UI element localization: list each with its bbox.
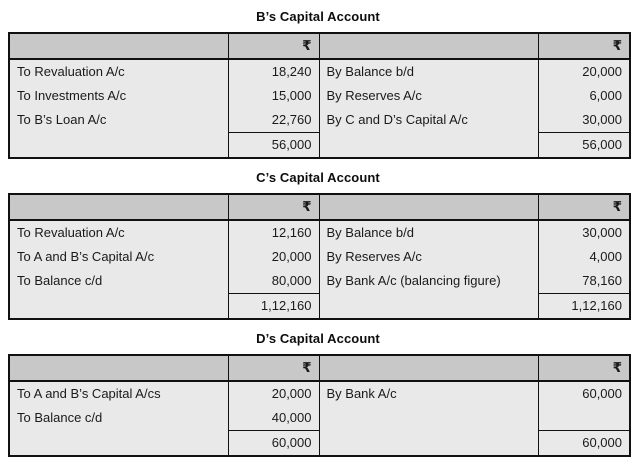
debit-particulars-cell: To A and B’s Capital A/c — [9, 245, 228, 269]
debit-rupee-header: ₹ — [228, 194, 319, 220]
credit-particulars-cell: By Bank A/c (balancing figure) — [319, 269, 538, 294]
credit-particulars-header — [319, 194, 538, 220]
credit-total-cell: 1,12,160 — [538, 294, 630, 320]
debit-amount-cell: 15,000 — [228, 84, 319, 108]
credit-particulars-cell — [319, 294, 538, 320]
debit-total-cell: 56,000 — [228, 133, 319, 159]
debit-total-cell: 60,000 — [228, 431, 319, 457]
debit-particulars-header — [9, 194, 228, 220]
credit-particulars-cell: By Balance b/d — [319, 220, 538, 245]
debit-particulars-cell: To Balance c/d — [9, 269, 228, 294]
debit-particulars-header — [9, 355, 228, 381]
capital-account-table — [8, 32, 631, 159]
table-row — [9, 108, 630, 133]
table-row — [9, 406, 630, 431]
debit-particulars-cell — [9, 133, 228, 159]
debit-particulars-cell: To A and B’s Capital A/cs — [9, 381, 228, 406]
credit-rupee-header: ₹ — [538, 33, 630, 59]
debit-particulars-cell: To Revaluation A/c — [9, 220, 228, 245]
credit-particulars-cell: By C and D’s Capital A/c — [319, 108, 538, 133]
credit-particulars-header — [319, 355, 538, 381]
debit-amount-cell: 18,240 — [228, 59, 319, 84]
credit-rupee-header: ₹ — [538, 355, 630, 381]
debit-particulars-cell: To Investments A/c — [9, 84, 228, 108]
credit-amount-cell: 20,000 — [538, 59, 630, 84]
debit-amount-cell: 22,760 — [228, 108, 319, 133]
table-header-row — [9, 194, 630, 220]
credit-particulars-cell — [319, 406, 538, 431]
credit-particulars-cell — [319, 133, 538, 159]
debit-total-cell: 1,12,160 — [228, 294, 319, 320]
debit-particulars-cell: To B’s Loan A/c — [9, 108, 228, 133]
capital-account-table — [8, 354, 631, 457]
credit-amount-cell: 30,000 — [538, 220, 630, 245]
credit-amount-cell — [538, 406, 630, 431]
debit-particulars-header — [9, 33, 228, 59]
debit-particulars-cell — [9, 294, 228, 320]
credit-particulars-cell: By Bank A/c — [319, 381, 538, 406]
table-row — [9, 220, 630, 245]
account-section-d — [8, 330, 628, 457]
table-header-row — [9, 355, 630, 381]
credit-particulars-cell: By Reserves A/c — [319, 245, 538, 269]
capital-account-table — [8, 193, 631, 320]
account-section-b — [8, 8, 628, 159]
credit-amount-cell: 6,000 — [538, 84, 630, 108]
credit-particulars-cell: By Balance b/d — [319, 59, 538, 84]
account-title: B’s Capital Account — [256, 9, 380, 24]
table-row — [9, 245, 630, 269]
credit-rupee-header: ₹ — [538, 194, 630, 220]
account-section-c — [8, 169, 628, 320]
table-row — [9, 381, 630, 406]
table-row — [9, 84, 630, 108]
debit-rupee-header: ₹ — [228, 33, 319, 59]
debit-rupee-header: ₹ — [228, 355, 319, 381]
account-title: D’s Capital Account — [256, 331, 380, 346]
debit-amount-cell: 20,000 — [228, 245, 319, 269]
debit-particulars-cell: To Revaluation A/c — [9, 59, 228, 84]
credit-amount-cell: 78,160 — [538, 269, 630, 294]
credit-particulars-cell — [319, 431, 538, 457]
total-row — [9, 294, 630, 320]
credit-particulars-cell: By Reserves A/c — [319, 84, 538, 108]
table-row — [9, 59, 630, 84]
table-header-row — [9, 33, 630, 59]
credit-amount-cell: 4,000 — [538, 245, 630, 269]
account-title: C’s Capital Account — [256, 170, 380, 185]
debit-amount-cell: 20,000 — [228, 381, 319, 406]
credit-amount-cell: 30,000 — [538, 108, 630, 133]
total-row — [9, 431, 630, 457]
debit-amount-cell: 12,160 — [228, 220, 319, 245]
credit-total-cell: 56,000 — [538, 133, 630, 159]
debit-amount-cell: 40,000 — [228, 406, 319, 431]
credit-total-cell: 60,000 — [538, 431, 630, 457]
debit-amount-cell: 80,000 — [228, 269, 319, 294]
credit-amount-cell: 60,000 — [538, 381, 630, 406]
total-row — [9, 133, 630, 159]
table-row — [9, 269, 630, 294]
credit-particulars-header — [319, 33, 538, 59]
debit-particulars-cell: To Balance c/d — [9, 406, 228, 431]
debit-particulars-cell — [9, 431, 228, 457]
